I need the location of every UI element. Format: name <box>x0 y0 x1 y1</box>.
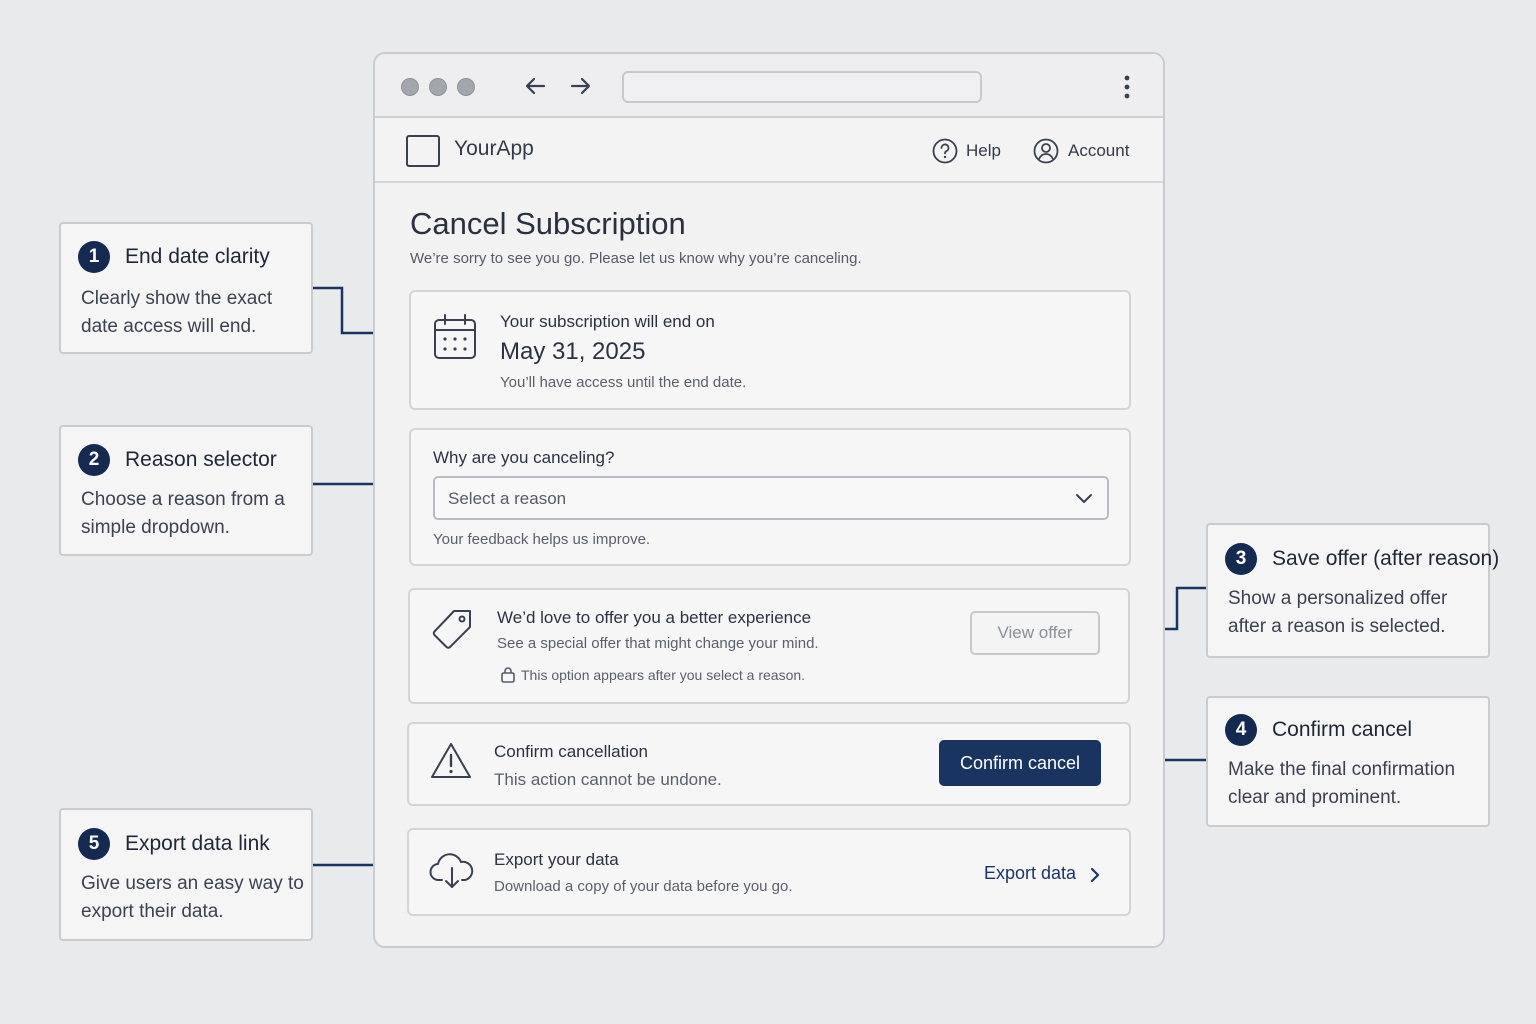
annotation-badge: 3 <box>1225 543 1257 575</box>
reason-select[interactable] <box>433 476 1109 520</box>
annotation-5 <box>59 808 313 941</box>
annotation-title: Confirm cancel <box>1272 718 1413 741</box>
annotation-title: Export data link <box>125 832 270 855</box>
annotation-title: Save offer (after reason) <box>1272 547 1500 570</box>
annotation-2 <box>59 425 313 556</box>
calendar-icon <box>433 314 477 360</box>
annotation-3 <box>1206 523 1500 658</box>
page-subtitle: We’re sorry to see you go. Please let us know why you’re canceling. <box>410 250 862 267</box>
export-body: Download a copy of your data before you go. <box>494 878 793 895</box>
app-logo[interactable] <box>406 135 440 167</box>
offer-locked-note: This option appears after you select a reason. <box>521 667 806 683</box>
warning-icon <box>429 741 473 781</box>
annotation-body: Clearly show the exact date access will end. <box>81 288 273 337</box>
annotation-badge: 4 <box>1225 714 1257 746</box>
annotation-4 <box>1206 696 1490 827</box>
app-header <box>375 118 1163 183</box>
account-link[interactable]: Account <box>1068 141 1130 160</box>
end-date-label: Your subscription will end on <box>500 312 715 331</box>
annotation-body: Give users an easy way to export their data. <box>81 873 304 922</box>
reason-card <box>409 428 1131 566</box>
window-control-maximize[interactable] <box>457 78 475 96</box>
page-title: Cancel Subscription <box>410 206 686 241</box>
window-control-close[interactable] <box>401 78 419 96</box>
browser-chrome <box>375 54 1163 118</box>
confirm-title: Confirm cancellation <box>494 742 649 761</box>
cloud-download-icon <box>429 850 475 890</box>
annotation-title: End date clarity <box>125 245 270 268</box>
offer-body: See a special offer that might change your mind. <box>497 635 819 652</box>
export-data-link[interactable]: Export data <box>984 863 1077 883</box>
browser-window <box>373 52 1165 948</box>
offer-title: We’d love to offer you a better experience <box>497 608 812 627</box>
back-arrow-icon[interactable] <box>523 73 549 99</box>
annotation-badge: 1 <box>78 241 110 273</box>
annotation-1 <box>59 222 313 354</box>
confirm-body: This action cannot be undone. <box>494 770 722 789</box>
reason-question: Why are you canceling? <box>433 448 615 467</box>
address-bar[interactable] <box>622 71 982 103</box>
confirm-card <box>407 722 1131 806</box>
help-icon[interactable] <box>932 138 958 164</box>
annotation-body: Show a personalized offer after a reason is selected. <box>1228 588 1448 637</box>
window-control-minimize[interactable] <box>429 78 447 96</box>
end-date-value: May 31, 2025 <box>500 338 646 365</box>
annotation-title: Reason selector <box>125 448 277 471</box>
forward-arrow-icon[interactable] <box>567 73 593 99</box>
offer-card <box>408 588 1130 704</box>
app-name: YourApp <box>454 137 534 160</box>
end-date-card <box>409 290 1131 410</box>
end-date-note: You’ll have access until the end date. <box>500 374 747 391</box>
annotation-body: Make the final confirmation clear and prominent. <box>1228 759 1456 808</box>
tag-icon <box>430 608 474 652</box>
annotation-body: Choose a reason from a simple dropdown. <box>81 489 285 538</box>
view-offer-button[interactable]: View offer <box>970 611 1100 655</box>
reason-helper: Your feedback helps us improve. <box>433 531 651 548</box>
reason-select-placeholder: Select a reason <box>448 489 567 508</box>
more-options-icon[interactable] <box>1115 72 1139 102</box>
annotation-badge: 2 <box>78 444 110 476</box>
chevron-down-icon <box>1075 491 1093 505</box>
account-icon[interactable] <box>1033 138 1059 164</box>
chevron-right-icon[interactable] <box>1089 866 1101 884</box>
export-title: Export your data <box>494 850 619 869</box>
lock-icon <box>501 666 515 683</box>
help-link[interactable]: Help <box>966 141 1001 160</box>
annotation-badge: 5 <box>78 828 110 860</box>
confirm-cancel-button[interactable]: Confirm cancel <box>939 740 1101 786</box>
export-card <box>407 828 1131 916</box>
